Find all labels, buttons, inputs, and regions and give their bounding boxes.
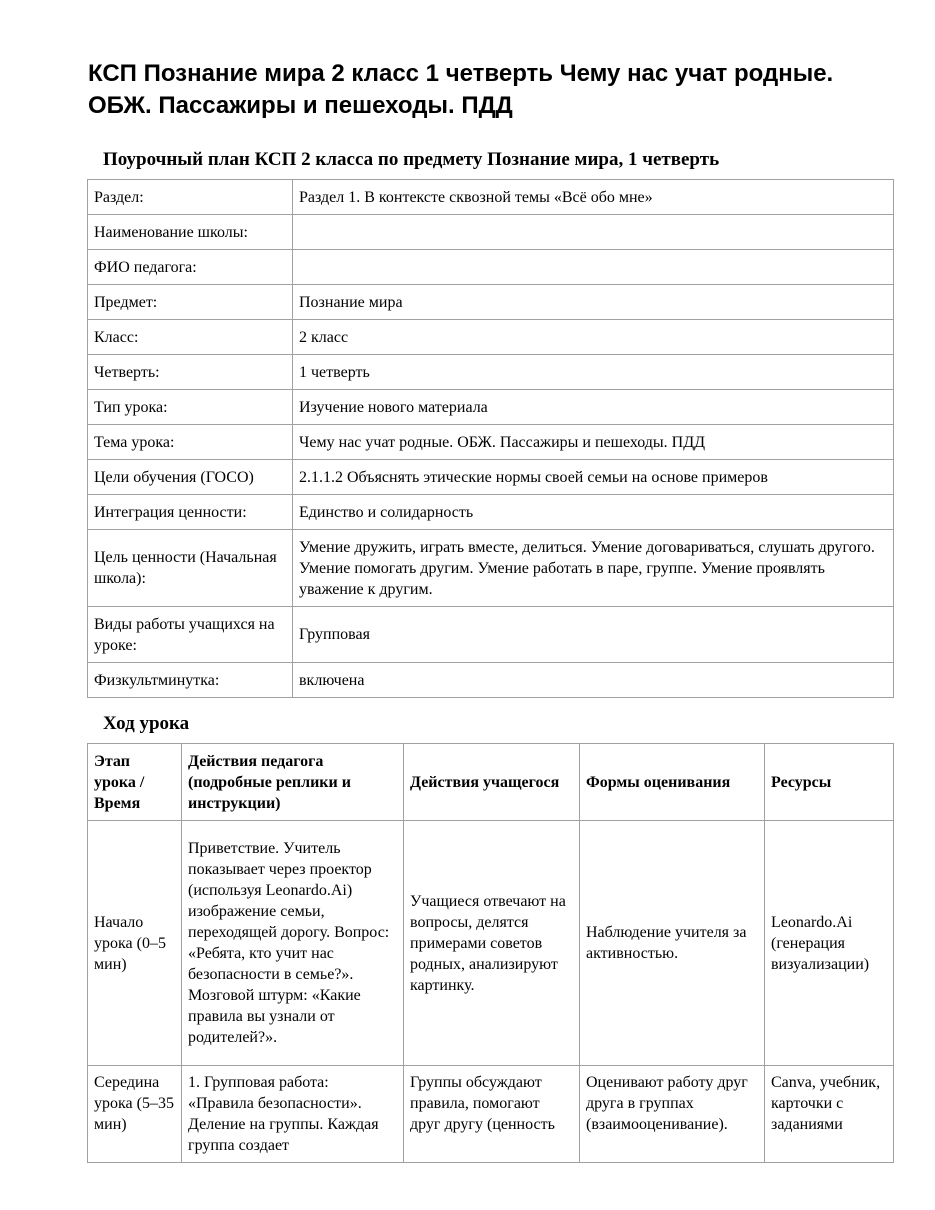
- assessment-cell: Оценивают работу друг друга в группах (взаимооценивание).: [580, 1066, 765, 1163]
- info-value: Умение дружить, играть вместе, делиться. Умение договариваться, слушать другого. Умение помогать другим. Умение работать в паре, группе. Умение проявлять уважение к другим.: [293, 530, 894, 607]
- info-value: 2 класс: [293, 320, 894, 355]
- assessment-cell: Наблюдение учителя за активностью.: [580, 821, 765, 1066]
- info-row-topic: [88, 425, 894, 460]
- info-row-value-goal: [88, 530, 894, 607]
- info-label: Четверть:: [88, 355, 293, 390]
- stage-cell: Начало урока (0–5 мин): [88, 821, 182, 1066]
- info-label: Тип урока:: [88, 390, 293, 425]
- info-row-lesson-type: [88, 390, 894, 425]
- lesson-course-table: [87, 743, 894, 1163]
- column-header-assessment: Формы оценивания: [580, 744, 765, 821]
- lesson-course-heading: Ход урока: [103, 713, 190, 734]
- info-value: Познание мира: [293, 285, 894, 320]
- info-value: Чему нас учат родные. ОБЖ. Пассажиры и пешеходы. ПДД: [293, 425, 894, 460]
- document-title: КСП Познание мира 2 класс 1 четверть Чему нас учат родные. ОБЖ. Пассажиры и пешеходы. ПДД: [88, 60, 834, 119]
- info-label: ФИО педагога:: [88, 250, 293, 285]
- column-header-resources: Ресурсы: [765, 744, 894, 821]
- column-header-stage: Этап урока / Время: [88, 744, 182, 821]
- info-label: Предмет:: [88, 285, 293, 320]
- info-row-school: [88, 215, 894, 250]
- info-row-physical-break: [88, 663, 894, 698]
- student-actions-cell: Учащиеся отвечают на вопросы, делятся примерами советов родных, анализируют картинку.: [404, 821, 580, 1066]
- info-row-subject: [88, 285, 894, 320]
- info-label: Виды работы учащихся на уроке:: [88, 607, 293, 663]
- teacher-actions-cell: Приветствие. Учитель показывает через проектор (используя Leonardo.Ai) изображение семьи, переходящей дорогу. Вопрос: «Ребята, кто учит нас безопасности в семье?». Мозговой штурм: «Какие правила вы узнали от родителей?».: [182, 821, 404, 1066]
- info-label: Цели обучения (ГОСО): [88, 460, 293, 495]
- info-label: Тема урока:: [88, 425, 293, 460]
- info-row-work-types: [88, 607, 894, 663]
- info-row-quarter: [88, 355, 894, 390]
- info-label: Раздел:: [88, 180, 293, 215]
- teacher-actions-cell: 1. Групповая работа: «Правила безопасности». Деление на группы. Каждая группа создает: [182, 1066, 404, 1163]
- info-label: Физкультминутка:: [88, 663, 293, 698]
- info-value: включена: [293, 663, 894, 698]
- info-value: Групповая: [293, 607, 894, 663]
- info-row-value-integration: [88, 495, 894, 530]
- info-row-section: [88, 180, 894, 215]
- info-value: 2.1.1.2 Объяснять этические нормы своей семьи на основе примеров: [293, 460, 894, 495]
- table-row: [88, 821, 894, 1066]
- info-value: 1 четверть: [293, 355, 894, 390]
- info-value: Единство и солидарность: [293, 495, 894, 530]
- resources-cell: Canva, учебник, карточки с заданиями: [765, 1066, 894, 1163]
- info-label: Цель ценности (Начальная школа):: [88, 530, 293, 607]
- column-header-teacher-actions: Действия педагога (подробные реплики и инструкции): [182, 744, 404, 821]
- lesson-header-row: [88, 744, 894, 821]
- resources-cell: Leonardo.Ai (генерация визуализации): [765, 821, 894, 1066]
- info-row-learning-goals: [88, 460, 894, 495]
- info-label: Наименование школы:: [88, 215, 293, 250]
- info-value: [293, 250, 894, 285]
- stage-cell: Середина урока (5–35 мин): [88, 1066, 182, 1163]
- lesson-info-table: [87, 179, 894, 698]
- plan-heading: Поурочный план КСП 2 класса по предмету Познание мира, 1 четверть: [103, 149, 720, 170]
- info-value: Раздел 1. В контексте сквозной темы «Всё обо мне»: [293, 180, 894, 215]
- info-value: [293, 215, 894, 250]
- info-label: Класс:: [88, 320, 293, 355]
- info-row-grade: [88, 320, 894, 355]
- info-row-teacher: [88, 250, 894, 285]
- table-row: [88, 1066, 894, 1163]
- info-value: Изучение нового материала: [293, 390, 894, 425]
- student-actions-cell: Группы обсуждают правила, помогают друг другу (ценность: [404, 1066, 580, 1163]
- info-label: Интеграция ценности:: [88, 495, 293, 530]
- column-header-student-actions: Действия учащегося: [404, 744, 580, 821]
